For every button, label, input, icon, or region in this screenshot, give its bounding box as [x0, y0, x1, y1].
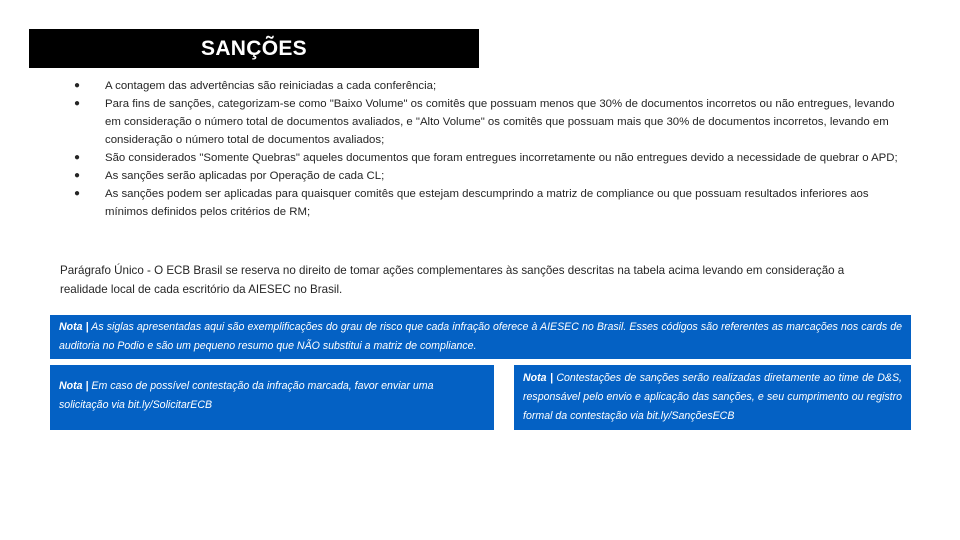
list-item [60, 95, 900, 149]
note-text: As siglas apresentadas aqui são exemplificações do grau de risco que cada infração oferece à AIESEC no Brasil. Esses códigos são referentes as marcações nos cards de auditoria no Podio e são um pequeno resumo que NÃO substitui a matriz de compliance. [59, 321, 902, 352]
list-item [60, 77, 900, 95]
bullet-icon: ● [74, 80, 81, 91]
note-box-contest-request [50, 365, 494, 430]
page-title: SANÇÕES [201, 36, 307, 60]
note-text: Em caso de possível contestação da infração marcada, favor enviar uma solicitação via bit.ly/SolicitarECB [59, 380, 434, 411]
note-text: Contestações de sanções serão realizadas diretamente ao time de D&S, responsável pelo envio e aplicação das sanções, e seu cumprimento ou registro formal da contestação via bit.ly/SançõesECB [523, 372, 903, 422]
note-box-acronyms [50, 315, 911, 359]
list-item [60, 149, 900, 167]
list-item-text: São considerados "Somente Quebras" aqueles documentos que foram entregues incorretamente ou não entregues devido a necessidade de quebrar o APD; [105, 152, 898, 164]
list-item [60, 167, 900, 185]
title-banner [29, 29, 479, 68]
list-item [60, 185, 900, 221]
sole-paragraph: Parágrafo Único - O ECB Brasil se reserva no direito de tomar ações complementares às sanções descritas na tabela acima levando em consideração a realidade local de cada escritório da AIESEC no Brasil. [60, 264, 845, 296]
rules-list [60, 77, 900, 221]
bullet-icon: ● [74, 152, 81, 163]
list-item-text: As sanções serão aplicadas por Operação de cada CL; [105, 170, 385, 182]
bullet-icon: ● [74, 98, 81, 109]
bullet-icon: ● [74, 188, 81, 199]
note-label: Nota | [59, 380, 89, 392]
list-item-text: As sanções podem ser aplicadas para quaisquer comitês que estejam descumprindo a matriz de compliance ou que possuam resultados inferiores aos mínimos definidos pelos critérios de RM; [105, 188, 869, 218]
note-label: Nota | [59, 321, 89, 333]
note-box-contest-process [514, 365, 911, 430]
bullet-icon: ● [74, 170, 81, 181]
list-item-text: A contagem das advertências são reiniciadas a cada conferência; [105, 80, 437, 92]
note-label: Nota | [523, 372, 553, 384]
list-item-text: Para fins de sanções, categorizam-se como "Baixo Volume" os comitês que possuam menos que 30% de documentos incorretos ou não entregues, levando em consideração o número total de documentos avaliados, e "Alto Volume" os comitês que possuam mais que 30% de documentos incorretos, levando em consideração o número total de documentos avaliados; [105, 98, 895, 146]
